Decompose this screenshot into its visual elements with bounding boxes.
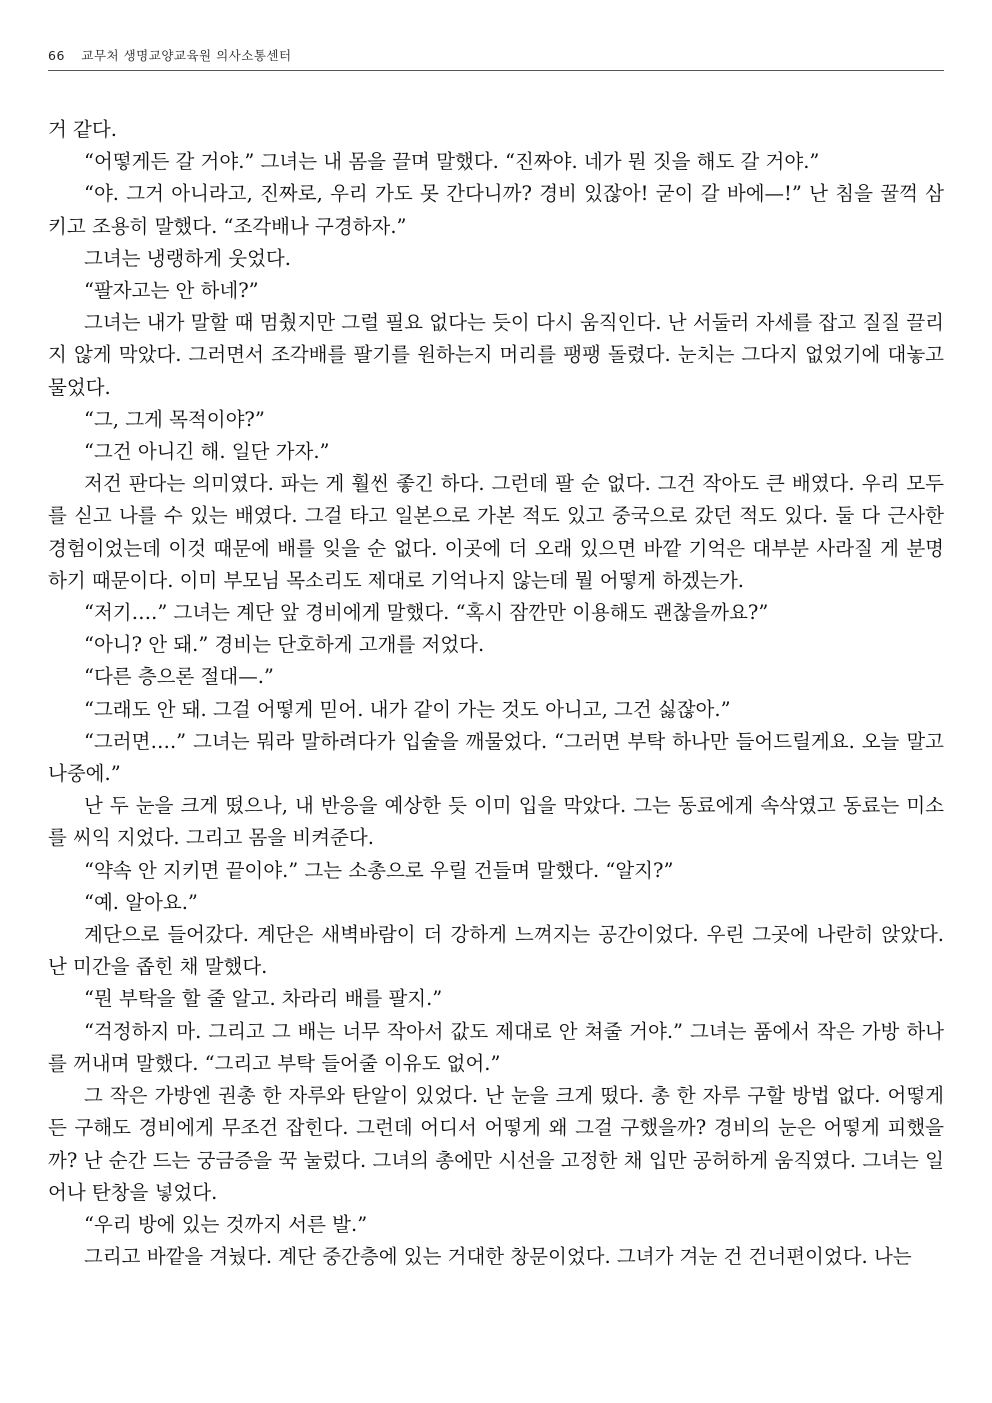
paragraph: “그래도 안 돼. 그걸 어떻게 믿어. 내가 같이 가는 것도 아니고, 그건 싫잖아.” xyxy=(84,697,731,721)
paragraph: “다른 층으론 절대—.” xyxy=(84,665,274,689)
paragraph: “야. 그거 아니라고, 진짜로, 우리 가도 못 간다니까? 경비 있잖아! 굳이 갈 바에—!” 난 침을 꿀꺽 삼키고 조용히 말했다. “조각배나 구경하자.” xyxy=(48,182,944,238)
paragraph: 그녀는 내가 말할 때 멈췄지만 그럴 필요 없다는 듯이 다시 움직인다. 난 서둘러 자세를 잡고 질질 끌리지 않게 막았다. 그러면서 조각배를 팔기를 원하는지 머리를 팽팽 돌렸다. 눈치는 그다지 없었기에 대놓고 물었다. xyxy=(48,311,944,399)
header-divider xyxy=(48,70,944,71)
paragraph: “우리 방에 있는 것까지 서른 발.” xyxy=(84,1212,368,1236)
paragraph: 계단으로 들어갔다. 계단은 새벽바람이 더 강하게 느껴지는 공간이었다. 우린 그곳에 나란히 앉았다. 난 미간을 좁힌 채 말했다. xyxy=(48,923,944,979)
paragraph: 난 두 눈을 크게 떴으나, 내 반응을 예상한 듯 이미 입을 막았다. 그는 동료에게 속삭였고 동료는 미소를 씨익 지었다. 그리고 몸을 비켜준다. xyxy=(48,794,944,850)
paragraph: “어떻게든 갈 거야.” 그녀는 내 몸을 끌며 말했다. “진짜야. 네가 뭔 짓을 해도 갈 거야.” xyxy=(84,150,820,174)
paragraph: “아니? 안 돼.” 경비는 단호하게 고개를 저었다. xyxy=(84,633,485,657)
paragraph: 그녀는 냉랭하게 웃었다. xyxy=(84,246,291,270)
paragraph: 저건 판다는 의미였다. 파는 게 훨씬 좋긴 하다. 그런데 팔 순 없다. 그건 작아도 큰 배였다. 우리 모두를 싣고 나를 수 있는 배였다. 그걸 타고 일본으로 가본 적도 있고 중국으로 갔던 적도 있다. 둘 다 근사한 경험이었는데 이것 때문에 배를 잊을 순 없다. 이곳에 더 오래 있으면 바깥 기억은 대부분 사라질 게 분명하기 때문이다. 이미 부모님 목소리도 제대로 기억나지 않는데 뭘 어떻게 하겠는가. xyxy=(48,472,944,592)
paragraph: “걱정하지 마. 그리고 그 배는 너무 작아서 값도 제대로 안 쳐줄 거야.” 그녀는 품에서 작은 가방 하나를 꺼내며 말했다. “그리고 부탁 들어줄 이유도 없어.” xyxy=(48,1019,944,1075)
paragraph: “그, 그게 목적이야?” xyxy=(84,407,265,431)
paragraph: “그러면….” 그녀는 뭐라 말하려다가 입술을 깨물었다. “그러면 부탁 하나만 들어드릴게요. 오늘 말고 나중에.” xyxy=(48,729,944,786)
paragraph: 그 작은 가방엔 권총 한 자루와 탄알이 있었다. 난 눈을 크게 떴다. 총 한 자루 구할 방법 없다. 어떻게든 구해도 경비에게 무조건 잡힌다. 그런데 어디서 어떻게 왜 그걸 구했을까? 경비의 눈은 어떻게 피했을까? 난 순간 드는 궁금증을 꾹 눌렀다. 그녀의 총에만 시선을 고정한 채 입만 공허하게 움직였다. 그녀는 일어나 탄창을 넣었다. xyxy=(48,1084,944,1204)
paragraph: “예. 알아요.” xyxy=(84,890,198,914)
paragraph: “팔자고는 안 하네?” xyxy=(84,279,259,303)
body-text xyxy=(48,114,944,1273)
header-title: 교무처 생명교양교육원 의사소통센터 xyxy=(81,48,292,63)
page-header xyxy=(48,46,944,64)
paragraph: 거 같다. xyxy=(48,118,117,141)
paragraph: 그리고 바깥을 겨눴다. 계단 중간층에 있는 거대한 창문이었다. 그녀가 겨눈 건 건너편이었다. 나는 xyxy=(84,1245,912,1269)
page-number: 66 xyxy=(48,48,65,63)
paragraph: “그건 아니긴 해. 일단 가자.” xyxy=(84,440,330,464)
paragraph: “약속 안 지키면 끝이야.” 그는 소총으로 우릴 건들며 말했다. “알지?” xyxy=(84,858,674,882)
paragraph: “뭔 부탁을 할 줄 알고. 차라리 배를 팔지.” xyxy=(84,987,443,1011)
paragraph: “저기….” 그녀는 계단 앞 경비에게 말했다. “혹시 잠깐만 이용해도 괜찮을까요?” xyxy=(84,601,769,625)
